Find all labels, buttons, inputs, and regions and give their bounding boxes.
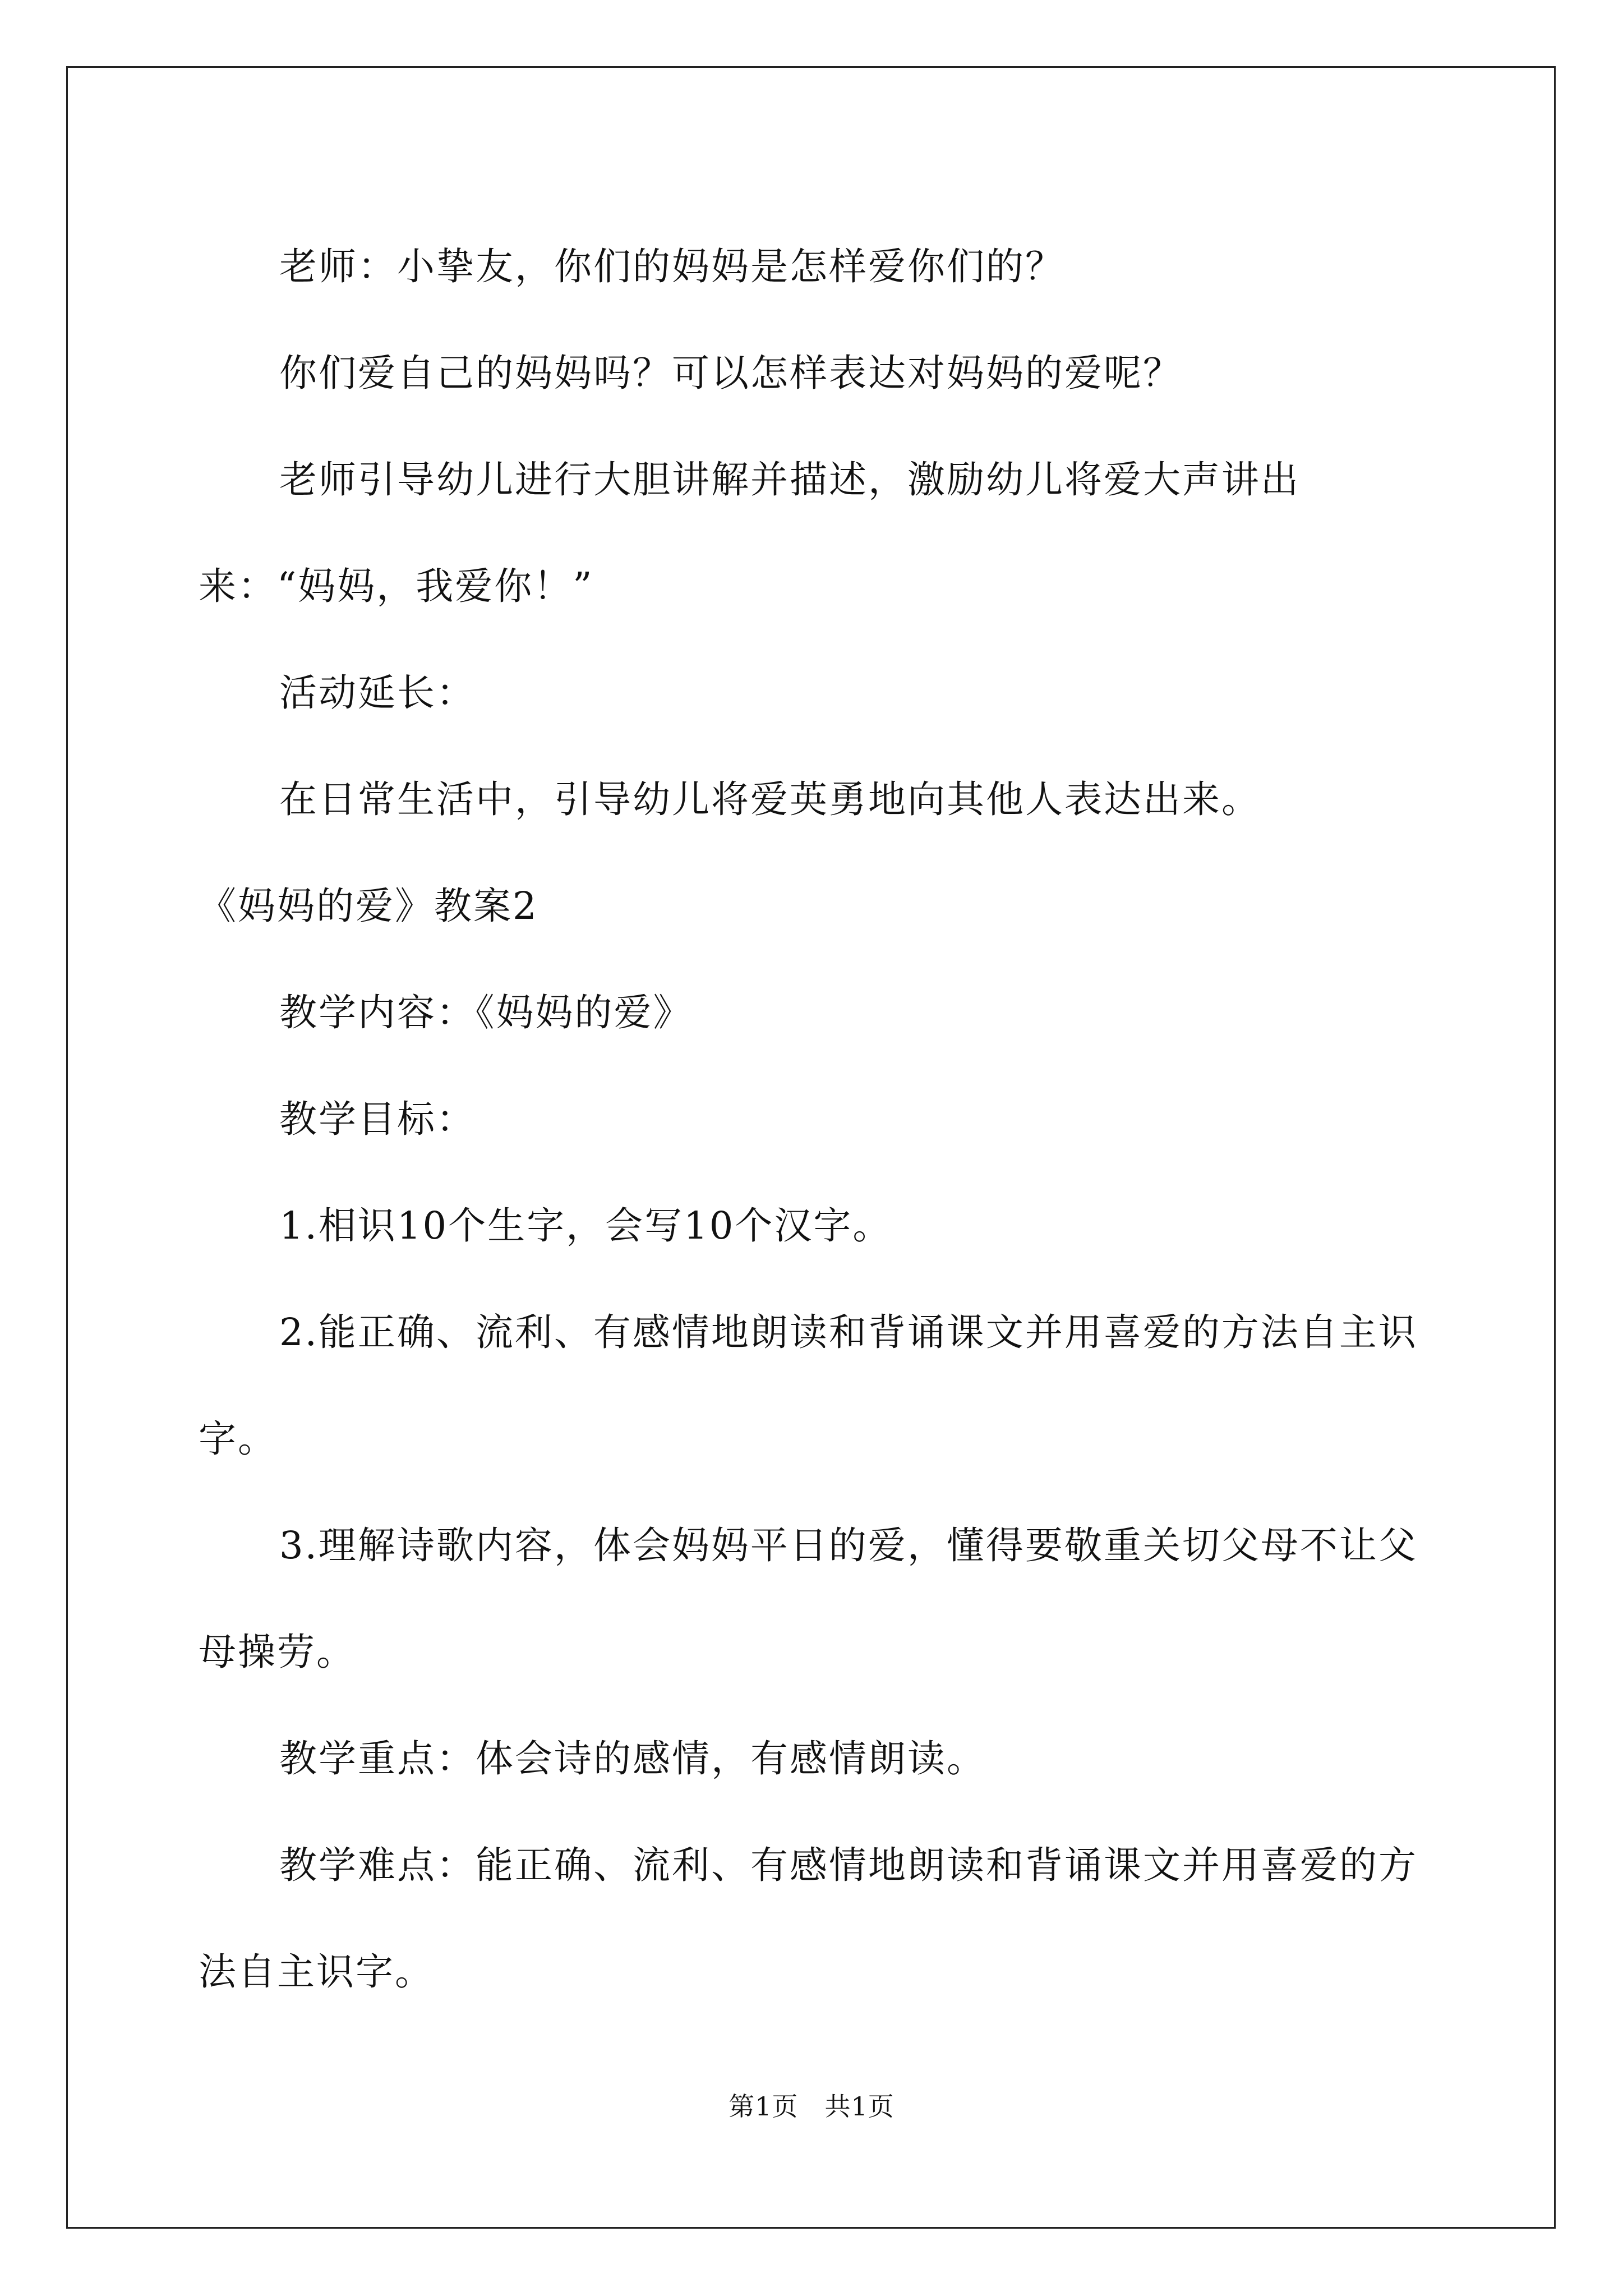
paragraph-goal-2: 2.能正确、流利、有感情地朗读和背诵课文并用喜爱的方法自主识字。 — [199, 1310, 1418, 1461]
paragraph-key-point: 教学重点：体会诗的感情，有感情朗读。 — [279, 1737, 986, 1780]
paragraph-teacher-question: 老师：小挚友，你们的妈妈是怎样爱你们的？ — [279, 245, 1064, 288]
document-body — [199, 213, 1432, 2025]
paragraph-difficult-point: 教学难点：能正确、流利、有感情地朗读和背诵课文并用喜爱的方法自主识字。 — [199, 1843, 1418, 1994]
paragraph-love-mother-question: 你们爱自己的妈妈吗？可以怎样表达对妈妈的爱呢？ — [279, 351, 1182, 395]
paragraph-teaching-goals-heading: 教学目标： — [279, 1097, 476, 1141]
paragraph-goal-1: 1.相识10个生字，会写10个汉字。 — [279, 1204, 892, 1248]
paragraph-teaching-content: 教学内容：《妈妈的爱》 — [279, 991, 693, 1034]
section-title-lesson-plan-2: 《妈妈的爱》教案2 — [199, 884, 538, 928]
paragraph-goal-3: 3.理解诗歌内容，体会妈妈平日的爱，懂得要敬重关切父母不让父母操劳。 — [199, 1524, 1418, 1674]
page-footer: 第1页 共1页 — [728, 2091, 895, 2122]
paragraph-activity-extension-body: 在日常生活中，引导幼儿将爱英勇地向其他人表达出来。 — [279, 777, 1261, 821]
paragraph-activity-extension-heading: 活动延长： — [279, 671, 476, 715]
paragraph-teacher-guidance: 老师引导幼儿进行大胆讲解并描述，激励幼儿将爱大声讲出来：“妈妈，我爱你！” — [199, 458, 1300, 608]
